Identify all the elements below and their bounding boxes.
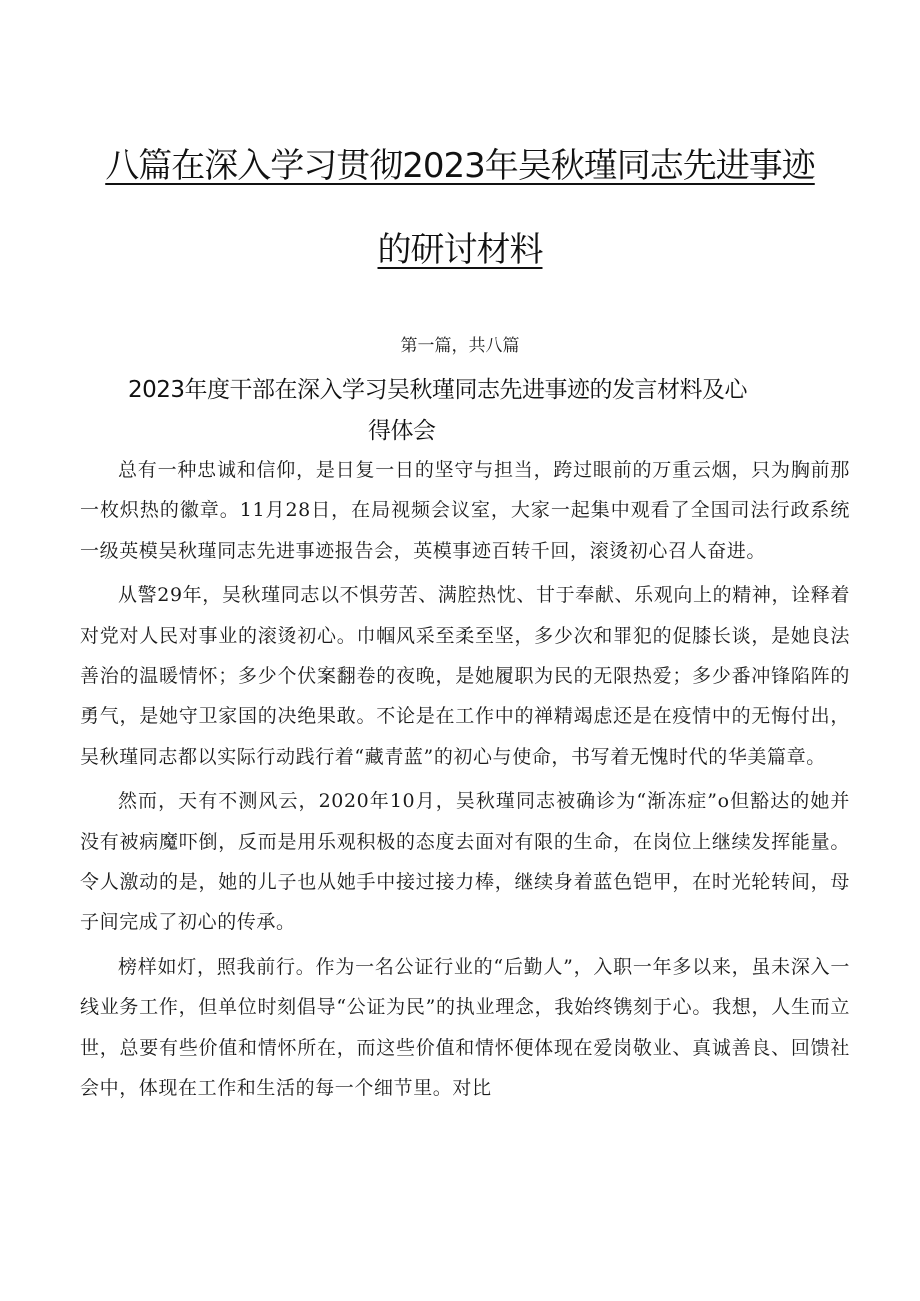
paragraph: 然而，天有不测风云，2020年10月，吴秋瑾同志被确诊为“渐冻症”o但豁达的她并没有被病魔吓倒，反而是用乐观积极的态度去面对有限的生命，在岗位上继续发挥能量。令人激动的是，她的儿子也从她手中接过接力棒，继续身着蓝色铠甲，在时光轮转间，母子间完成了初心的传承。 [80, 790, 850, 934]
article-title-line-1: 2023年度干部在深入学习吴秋瑾同志先进事迹的发言材料及心 [128, 377, 748, 403]
section-label: 第一篇，共八篇 [400, 336, 520, 356]
document-title-line-1: 八篇在深入学习贯彻2023年吴秋瑾同志先进事迹 [105, 146, 815, 186]
paragraph: 总有一种忠诚和信仰，是日复一日的坚守与担当，跨过眼前的万重云烟，只为胸前那一枚炽热的徽章。11月28日，在局视频会议室，大家一起集中观看了全国司法行政系统一级英模吴秋瑾同志先进事迹报告会，英模事迹百转千回，滚烫初心召人奋进。 [80, 459, 850, 562]
document-title-line-2: 的研讨材料 [377, 230, 543, 270]
paragraph: 榜样如灯，照我前行。作为一名公证行业的“后勤人”，入职一年多以来，虽未深入一线业务工作，但单位时刻倡导“公证为民”的执业理念，我始终镌刻于心。我想，人生而立世，总要有些价值和情怀所在，而这些价值和情怀便体现在爱岗敬业、真诚善良、回馈社会中，体现在工作和生活的每一个细节里。对比 [80, 955, 850, 1100]
paragraph: 从警29年，吴秋瑾同志以不惧劳苦、满腔热忱、甘于奉献、乐观向上的精神，诠释着对党对人民对事业的滚烫初心。巾帼风采至柔至坚，多少次和罪犯的促膝长谈，是她良法善治的温暖情怀；多少个伏案翻卷的夜晚，是她履职为民的无限热爱；多少番冲锋陷阵的勇气，是她守卫家国的决绝果敢。不论是在工作中的禅精竭虑还是在疫情中的无悔付出，吴秋瑾同志都以实际行动践行着“藏青蓝”的初心与使命，书写着无愧时代的华美篇章。 [80, 584, 850, 768]
article-body [80, 450, 850, 1113]
article-title-line-2: 得体会 [368, 418, 436, 444]
